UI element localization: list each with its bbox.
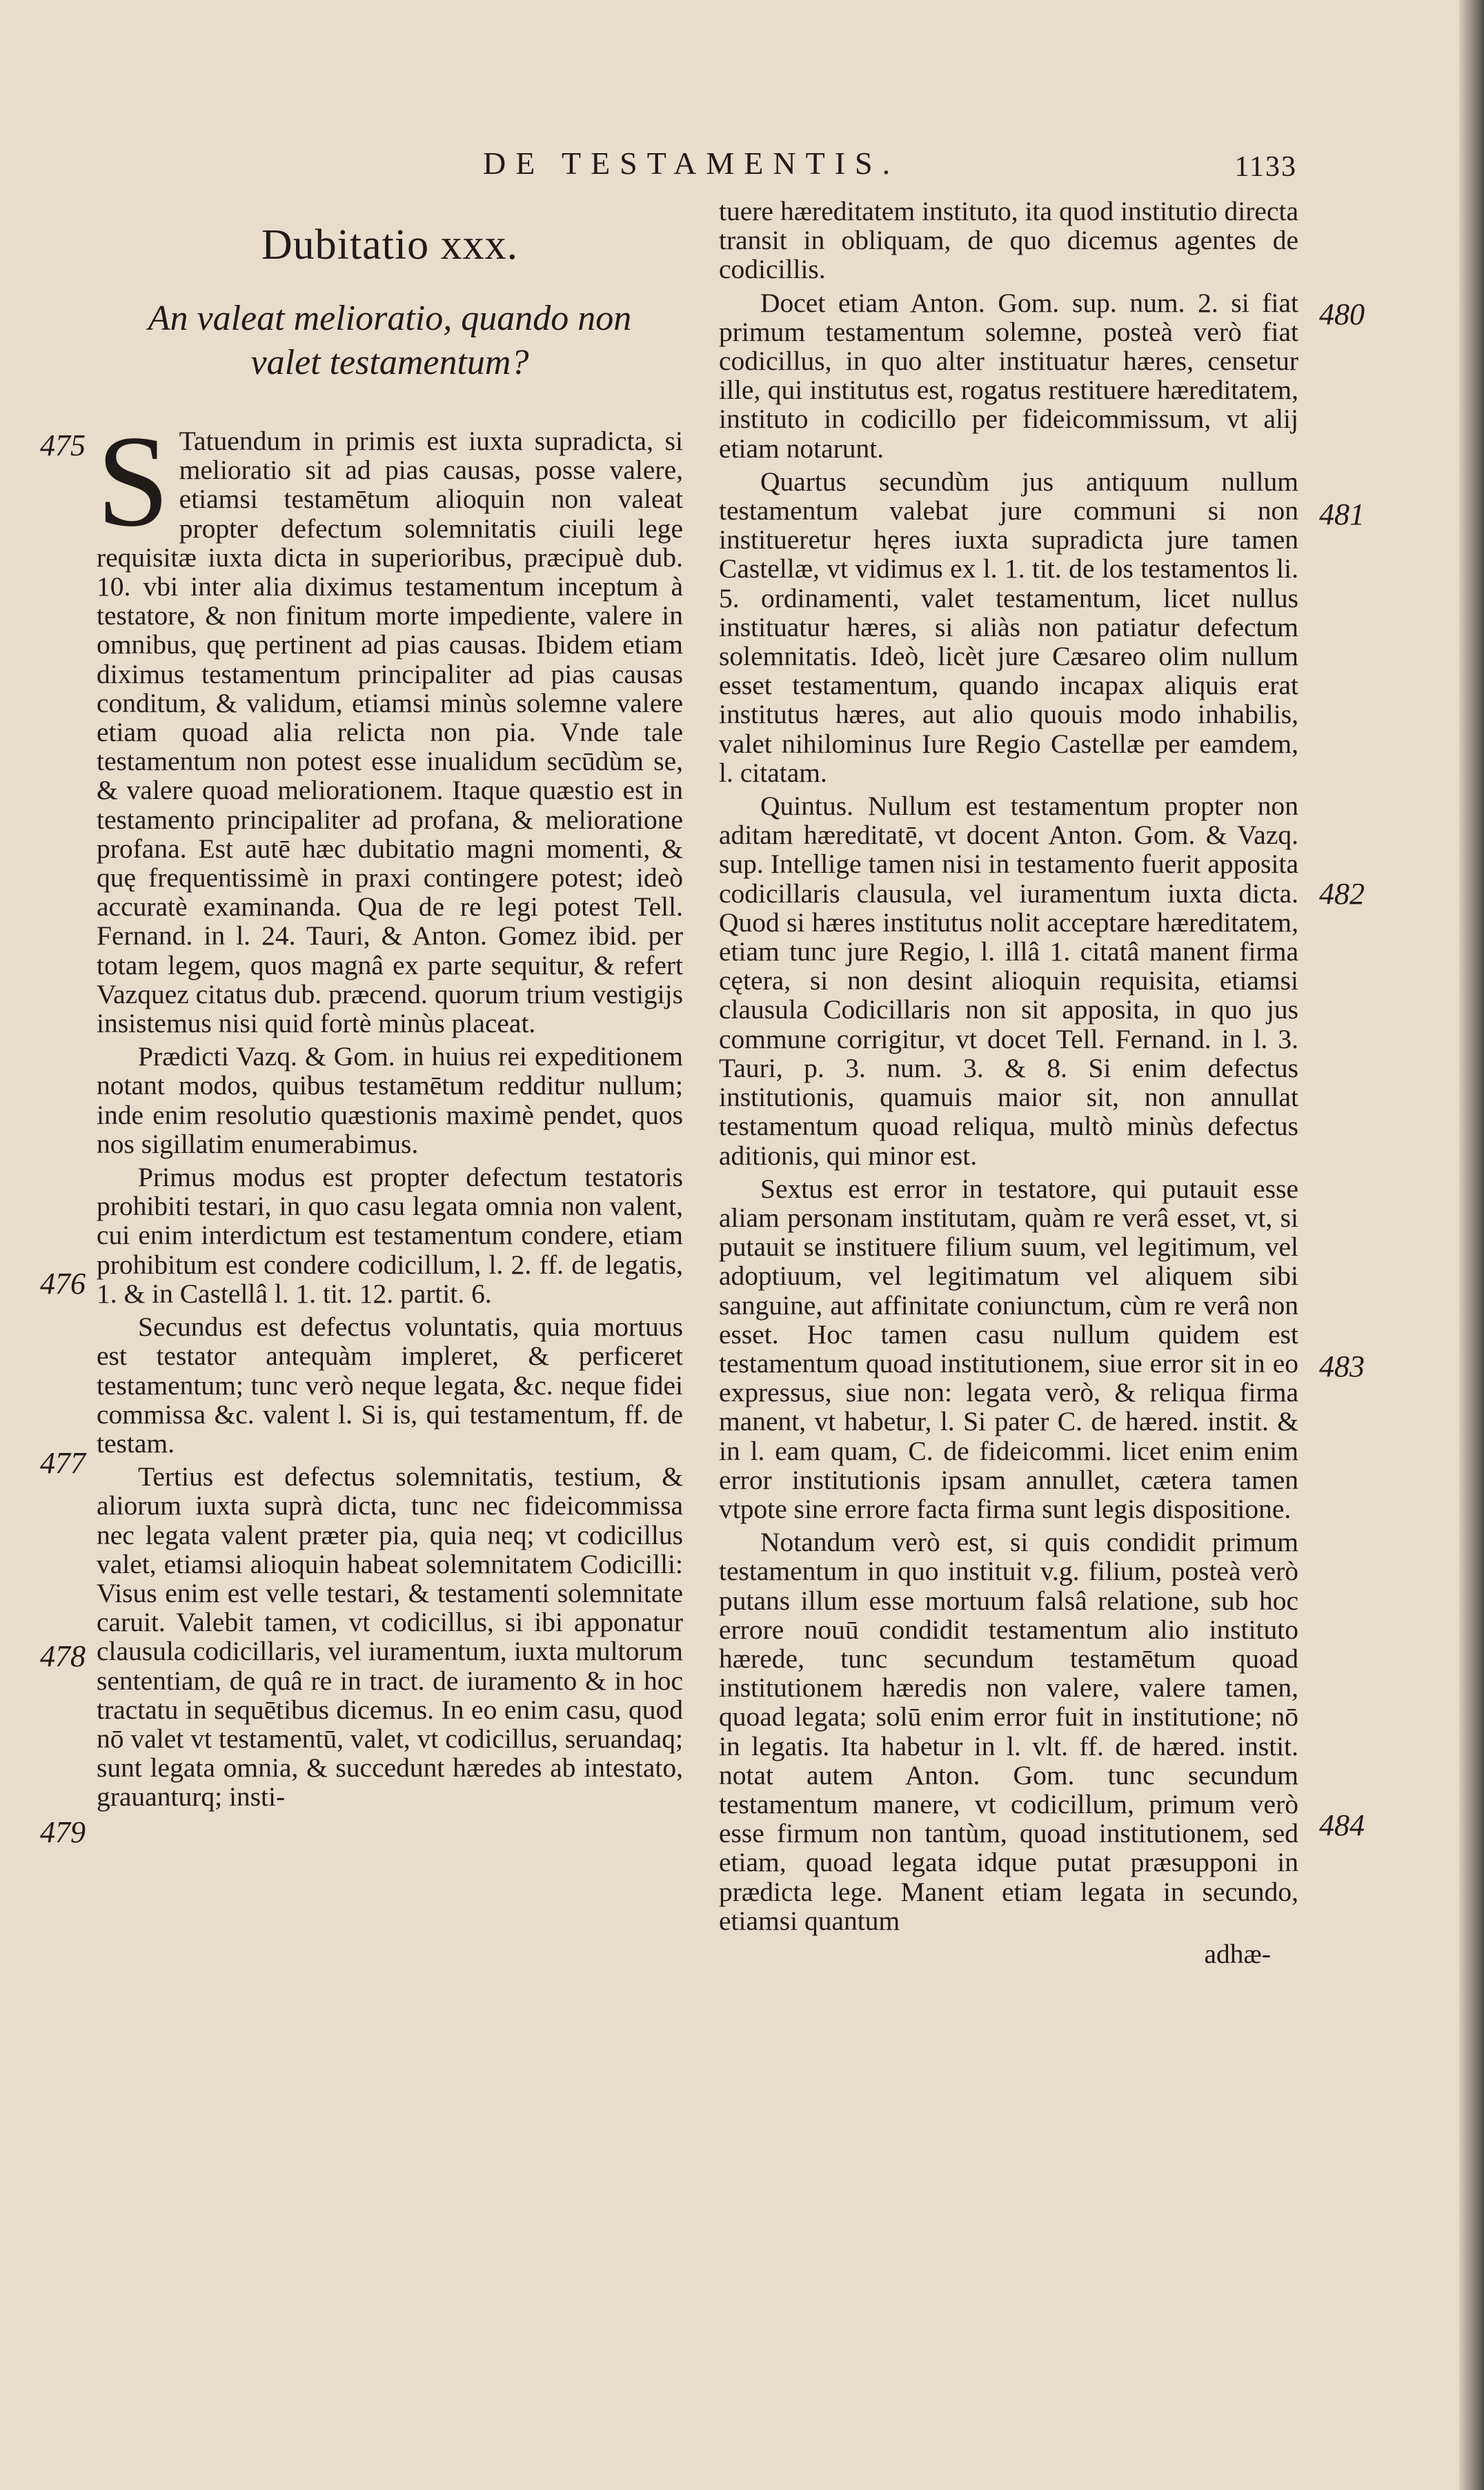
page-edge-shadow — [1459, 0, 1484, 2490]
margin-number: 480 — [1319, 297, 1365, 331]
margin-number: 475 — [40, 428, 86, 462]
margin-number: 482 — [1319, 877, 1365, 911]
paragraph-483: Sextus est error in testatore, qui putauit esse aliam personam institutam, quàm re verâ esset, vt, si putauit se instituere filium suum, vel legitimum, vel adoptiuum, vel legitimatum vel aliquem sibi sanguine, aut affinitate coniunctum, cùm re verâ non esset. Hoc tamen casu nullum quidem est testamentum quoad institutionem, siue error sit in eo expressus, siue non: legata verò, & reliqua firma manent, vt habetur, l. Si pater C. de hæred. instit. & in l. eam quam, C. de fideicommi. licet enim enim error institutionis ipsam annullet, cætera tamen vtpote sine errore facta firma sunt legis dispositione. — [719, 1173, 1298, 1524]
margin-number: 484 — [1319, 1808, 1365, 1842]
paragraph-text: Tatuendum in primis est iuxta supradicta, si melioratio sit ad pias causas, posse valere, etiamsi testamētum alioquin non valeat propter defectum solemnitatis ciuili lege requisitæ iuxta dicta in superioribus, præcipuè dub. 10. vbi inter alia diximus testamentum inceptum à testatore, & non finitum morte impediente, valere in omnibus, quę pertinent ad pias causas. Ibidem etiam diximus testamentum principaliter ad pias causas conditum, & validum, etiamsi minùs solemne valere etiam quoad alia relicta non pia. Vnde tale testamentum non potest esse inualidum secūdùm se, & valere quoad meliorationem. Itaque quæstio est in testamento principaliter ad profana, & melioratione profana. Est autē hæc dubitatio magni momenti, & quę frequentissimè in praxi contingere potest; ideò accuratè examinanda. Qua de re legi potest Tell. Fernand. in l. 24. Tauri, & Anton. Gomez ibid. per totam legem, quos magnâ ex parte sequitur, & refert Vazquez citatus dub. præcend. quorum trium vestigijs insistemus nisi quid fortè minùs placeat. — [97, 426, 683, 1039]
paragraph-478: Secundus est defectus voluntatis, quia mortuus est testator antequàm impleret, & perficeret testamentum; tunc verò neque legata, &c. neque fidei commissa &c. valent l. Si is, qui testamentum, ff. de testam. — [97, 1312, 683, 1459]
page-number: 1133 — [1234, 151, 1297, 183]
drop-cap: S — [97, 409, 170, 554]
margin-number: 479 — [40, 1815, 86, 1849]
paragraph-480: Docet etiam Anton. Gom. sup. num. 2. si fiat primum testamentum solemne, posteà verò fiat codicillus, in quo alter instituatur hæres, censetur ille, qui institutus est, rogatus restituere hæreditatem, instituto in codicillo per fideicommissum, vt alij etiam notarunt. — [719, 287, 1298, 464]
right-column — [719, 197, 1298, 1968]
margin-number: 476 — [40, 1267, 86, 1301]
running-head — [483, 145, 1311, 200]
running-head-title: DE TESTAMENTIS. — [483, 146, 900, 181]
margin-number: 477 — [40, 1446, 86, 1480]
section-heading: Dubitatio xxx. — [261, 221, 519, 268]
paragraph-476: Prædicti Vazq. & Gom. in huius rei expeditionem notant modos, quibus testamētum redditur nullum; inde enim resolutio quæstionis maximè pendet, quos nos sigillatim enumerabimus. — [97, 1041, 683, 1159]
margin-number: 483 — [1319, 1350, 1365, 1383]
paragraph-continuation: tuere hæreditatem instituto, ita quod institutio directa transit in obliquam, de quo dicemus agentes de codicillis. — [719, 196, 1298, 285]
section-subheading: An valeat melioratio, quando non valet testamentum? — [148, 299, 632, 382]
catchword: adhæ- — [1204, 1938, 1271, 1969]
left-column — [97, 207, 683, 1816]
paragraph-482: Quintus. Nullum est testamentum propter non aditam hæreditatē, vt docent Anton. Gom. & Vazq. sup. Intellige tamen nisi in testamento fuerit apposita codicillaris clausula, vel iuramentum iuxta dicta. Quod si hæres institutus nolit acceptare hæreditatem, etiam tunc jure Regio, l. illâ 1. citatâ manent firma cętera, si non desint alioquin requisita, etiamsi clausula Codicillaris non sit apposita, in quo jus commune corrigitur, vt docet Tell. Fernand. in l. 3. Tauri, p. 3. num. 3. & 8. Si enim defectus institutionis, quamuis maior sit, non annullat testamentum quoad reliqua, multò minùs defectus aditionis, qui minor est. — [719, 791, 1298, 1171]
paragraph-477: Primus modus est propter defectum testatoris prohibiti testari, in quo casu legata omnia non valent, cui enim interdictum est testamentum condere, etiam prohibitum est condere codicillum, l. 2. ff. de legatis, 1. & in Castellâ l. 1. tit. 12. partit. 6. — [97, 1162, 683, 1309]
paragraph-484: Notandum verò est, si quis condidit primum testamentum in quo instituit v.g. filium, posteà verò putans illum esse mortuum falsâ relatione, sub hoc errore nouū condidit testamentum alio instituto hærede, tunc secundum testamētum quoad institutionem hæredis non valere, valere tamen, quoad legata; solū enim error fuit in institutione; nō in legatis. Ita habetur in l. vlt. ff. de hæred. instit. notat autem Anton. Gom. tunc secundum testamentum manere, vt codicillum, primum verò esse firmum non tantùm, quoad institutionem, sed etiam, quoad legata idque putat præsupponi in prædicta lege. Manent etiam legata in secundo, etiamsi quantum — [719, 1527, 1298, 1936]
paragraph-481: Quartus secundùm jus antiquum nullum testamentum valebat jure communi si non institueretur hęres iuxta supradicta jure tamen Castellæ, vt vidimus ex l. 1. tit. de los testamentos li. 5. ordinamenti, valet testamentum, licet nullus instituatur hæres, si aliàs non patiatur defectum solemnitatis. Ideò, licèt jure Cæsareo olim nullum esset testamentum, quando incapax aliquis erat institutus hæres, aut alio quouis modo inhabilis, valet nihilominus Iure Regio Castellæ per eamdem, l. citatam. — [719, 466, 1298, 788]
margin-number: 478 — [40, 1639, 86, 1673]
paragraph-479: Tertius est defectus solemnitatis, testium, & aliorum iuxta suprà dicta, tunc nec fideicommissa nec legata valent præter pia, quia neq; vt codicillus valet, etiamsi alioquin habeat solemnitatem Codicilli: Visus enim est velle testari, & testamenti solemnitate caruit. Valebit tamen, vt codicillus, si ibi apponatur clausula codicillaris, vel iuramentum, iuxta multorum sententiam, de quâ re in tract. de iuramento & in hoc tractatu in sequētibus dicemus. In eo enim casu, quod nō valet vt testamentū, valet, vt codicillus, seruandaq; sunt legata omnia, & succedunt hæredes ab intestato, grauanturq; insti- — [97, 1461, 683, 1812]
paragraph-475 — [97, 409, 683, 1039]
margin-number: 481 — [1319, 497, 1365, 531]
